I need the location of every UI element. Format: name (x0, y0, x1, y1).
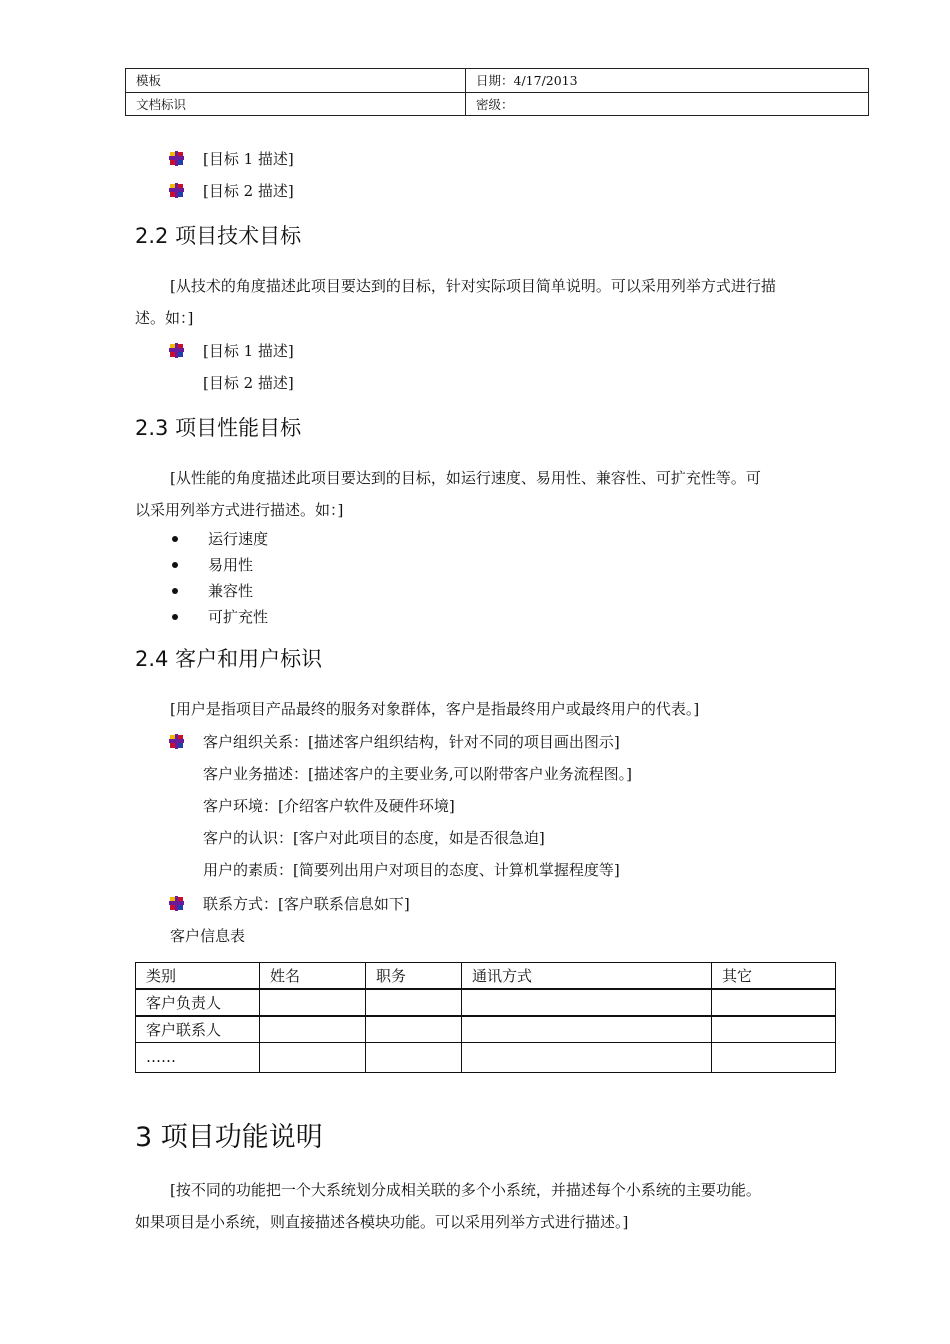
secret-label: 密级： (476, 97, 514, 112)
table-cell (712, 989, 836, 1016)
table-row (136, 1016, 836, 1043)
table-header-row (136, 963, 836, 990)
paragraph-line: [按不同的功能把一个大系统划分成相关联的多个小系统，并描述每个小系统的主要功能。 (170, 1181, 761, 1199)
section-heading: 2.3 项目性能目标 (135, 416, 302, 440)
goal-item: [目标 1 描述] (203, 150, 294, 168)
paragraph-line: 述。如：] (135, 309, 194, 327)
table-cell (712, 1016, 836, 1043)
bullet-dot-icon (172, 562, 178, 568)
table-header-cell: 类别 (136, 963, 260, 990)
bullet-dot-icon (172, 588, 178, 594)
goal-item: [目标 2 描述] (203, 182, 294, 200)
table-cell (366, 989, 462, 1016)
table-row (136, 1043, 836, 1073)
list-item: 联系方式：[客户联系信息如下] (203, 895, 410, 913)
paragraph-line: 以采用列举方式进行描述。如：] (135, 501, 344, 519)
header-row (126, 69, 868, 93)
table-header-cell: 姓名 (260, 963, 366, 990)
table-header-cell: 职务 (366, 963, 462, 990)
table-cell: 客户联系人 (136, 1016, 260, 1043)
table-caption: 客户信息表 (170, 927, 246, 945)
header-table (125, 68, 869, 116)
chapter-heading: 3 项目功能说明 (135, 1122, 323, 1153)
date-label: 日期：4/17/2013 (476, 73, 578, 88)
flag-bullet-icon (169, 343, 184, 358)
table-cell (366, 1016, 462, 1043)
table-cell: …… (136, 1043, 260, 1073)
table-cell (260, 1043, 366, 1073)
paragraph-line: [从技术的角度描述此项目要达到的目标，针对实际项目简单说明。可以采用列举方式进行描 (170, 277, 776, 295)
list-item: 可扩充性 (208, 608, 269, 626)
table-cell (712, 1043, 836, 1073)
list-item: 客户业务描述：[描述客户的主要业务,可以附带客户业务流程图。] (203, 765, 632, 783)
goal-item: [目标 1 描述] (203, 342, 294, 360)
flag-bullet-icon (169, 183, 184, 198)
customer-info-table (135, 962, 836, 1073)
doc-id-label: 文档标识 (126, 93, 466, 116)
paragraph-line: [用户是指项目产品最终的服务对象群体，客户是指最终用户或最终用户的代表。] (170, 700, 700, 718)
flag-bullet-icon (169, 734, 184, 749)
template-label: 模板 (126, 69, 466, 92)
list-item: 运行速度 (208, 530, 269, 548)
list-item: 用户的素质：[简要列出用户对项目的态度、计算机掌握程度等] (203, 861, 620, 879)
table-cell (260, 1016, 366, 1043)
section-heading: 2.2 项目技术目标 (135, 224, 302, 248)
flag-bullet-icon (169, 896, 184, 911)
table-cell (462, 1016, 712, 1043)
list-item: 易用性 (208, 556, 254, 574)
table-row (136, 989, 836, 1016)
table-cell: 客户负责人 (136, 989, 260, 1016)
table-cell (260, 989, 366, 1016)
list-item: 客户环境：[介绍客户软件及硬件环境] (203, 797, 455, 815)
flag-bullet-icon (169, 151, 184, 166)
table-cell (462, 1043, 712, 1073)
section-heading: 2.4 客户和用户标识 (135, 647, 323, 671)
header-row (126, 93, 868, 116)
table-header-cell: 通讯方式 (462, 963, 712, 990)
paragraph-line: 如果项目是小系统，则直接描述各模块功能。可以采用列举方式进行描述。] (135, 1213, 629, 1231)
list-item: 客户组织关系：[描述客户组织结构，针对不同的项目画出图示] (203, 733, 620, 751)
bullet-dot-icon (172, 536, 178, 542)
list-item: 兼容性 (208, 582, 254, 600)
paragraph-line: [从性能的角度描述此项目要达到的目标，如运行速度、易用性、兼容性、可扩充性等。可 (170, 469, 761, 487)
table-cell (366, 1043, 462, 1073)
bullet-dot-icon (172, 614, 178, 620)
goal-item: [目标 2 描述] (203, 374, 294, 392)
table-header-cell: 其它 (712, 963, 836, 990)
table-cell (462, 989, 712, 1016)
list-item: 客户的认识：[客户对此项目的态度，如是否很急迫] (203, 829, 545, 847)
